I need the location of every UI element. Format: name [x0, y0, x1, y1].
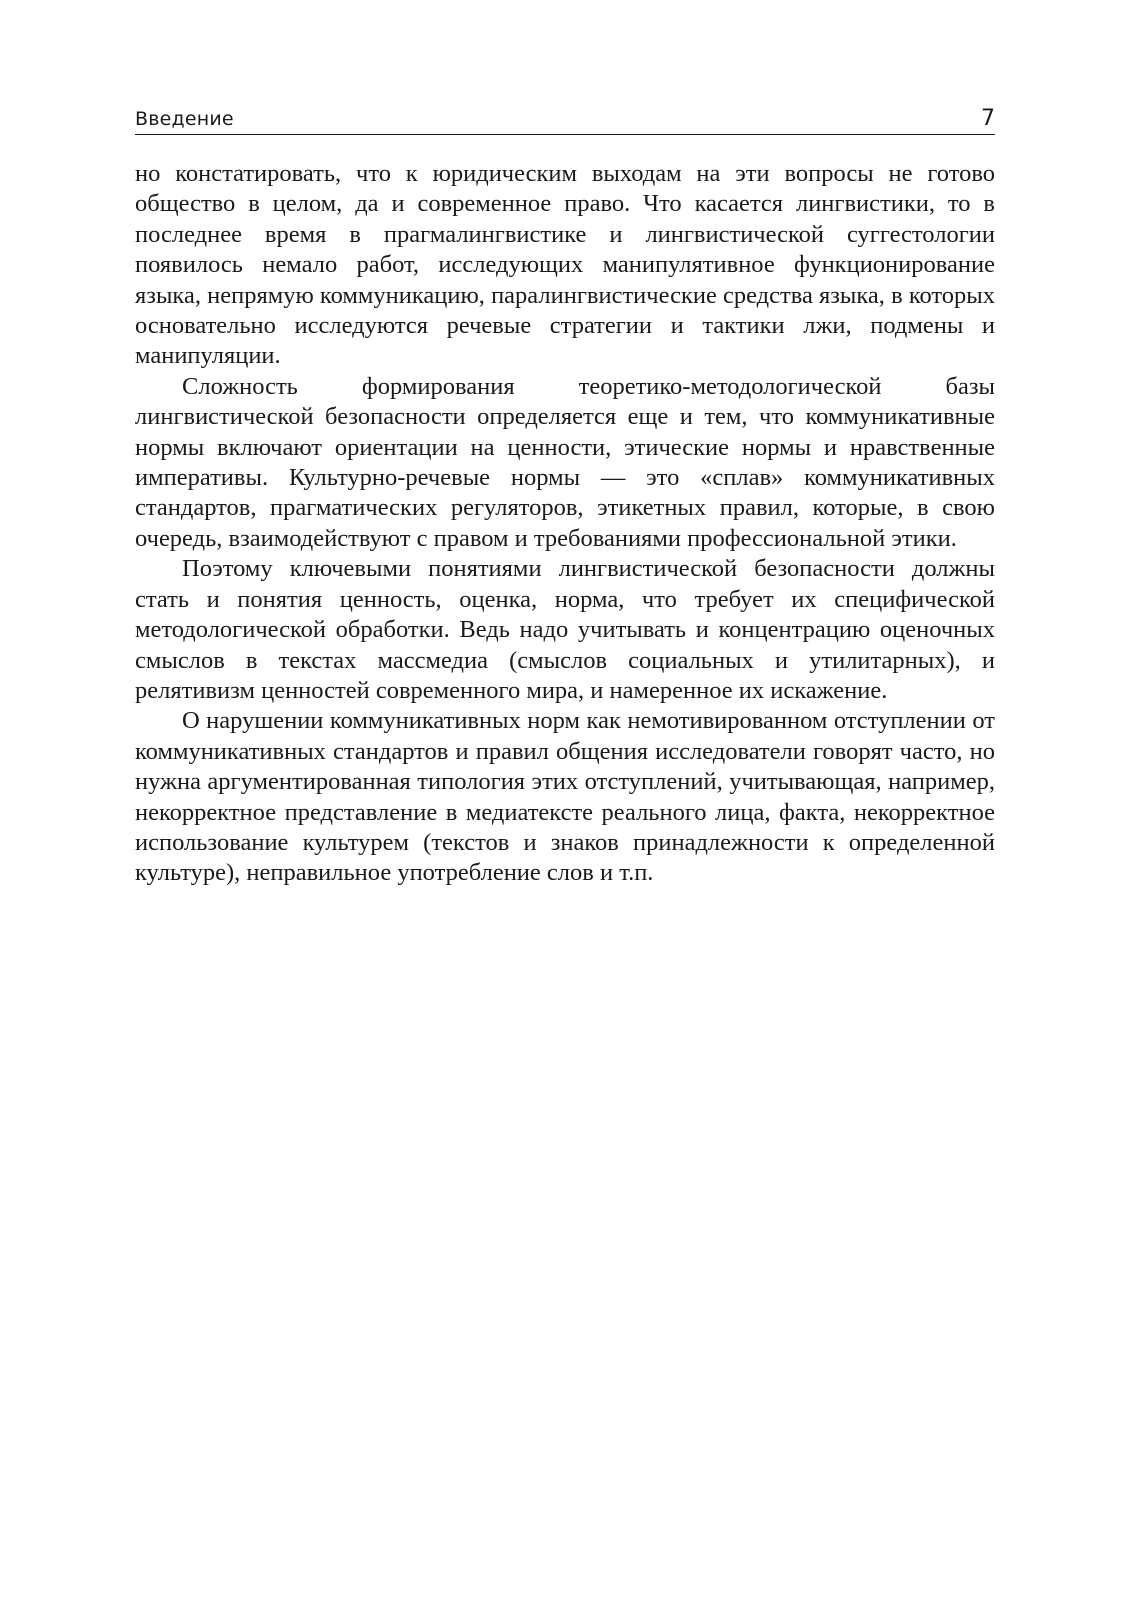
- body-text: [135, 159, 995, 889]
- section-title: Введение: [135, 108, 234, 130]
- paragraph: Сложность формирования теоретико-методологической базы лингвистической безопасности определяется еще и тем, что коммуникативные нормы включают ориентации на ценности, этические нормы и нравственные императивы. Культурно-речевые нормы — это «сплав» коммуникативных стандартов, прагматических регуляторов, этикетных правил, которые, в свою очередь, взаимодействуют с правом и требованиями профессиональной этики.: [135, 372, 995, 552]
- running-header: [135, 100, 995, 135]
- paragraph: О нарушении коммуникативных норм как немотивированном отступлении от коммуникативных стандартов и правил общения исследователи говорят часто, но нужна аргументированная типология этих отступлений, учитывающая, например, некорректное представление в медиатексте реального лица, факта, некорректное использование культурем (текстов и знаков принадлежности к определенной культуре), неправильное употребление слов и т.п.: [135, 707, 995, 887]
- paragraph-continuation: но констатировать, что к юридическим выходам на эти вопросы не готово общество в целом, да и современное право. Что касается лингвистики, то в последнее время в прагмалингвистике и лингвистической суггестологии появилось немало работ, исследующих манипулятивное функционирование языка, непрямую коммуникацию, паралингвистические средства языка, в которых основательно исследуются речевые стратегии и тактики лжи, подмены и манипуляции.: [135, 160, 995, 370]
- book-page: [135, 100, 995, 889]
- page-number: 7: [981, 106, 995, 131]
- paragraph: Поэтому ключевыми понятиями лингвистической безопасности должны стать и понятия ценность, оценка, норма, что требует их специфической методологической обработки. Ведь надо учитывать и концентрацию оценочных смыслов в текстах массмедиа (смыслов социальных и утилитарных), и релятивизм ценностей современного мира, и намеренное их искажение.: [135, 555, 995, 704]
